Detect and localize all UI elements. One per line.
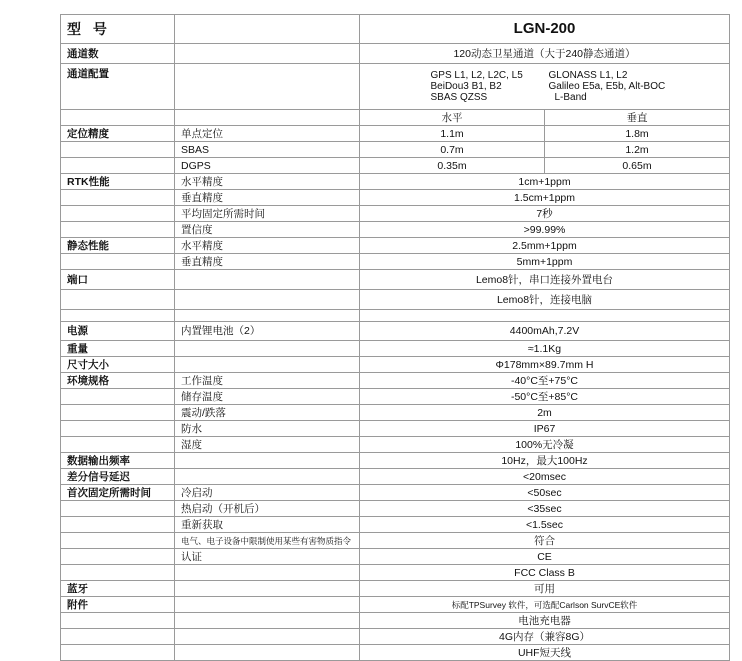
table-row: 定位精度 单点定位 1.1m 1.8m	[61, 126, 730, 142]
table-row: 垂直精度 5mm+1ppm	[61, 254, 730, 270]
channel-config-label: 通道配置	[61, 64, 175, 110]
power-label: 电源	[61, 322, 175, 341]
weight-label: 重量	[61, 341, 175, 357]
output-rate-label: 数据输出频率	[61, 453, 175, 469]
table-row: 端口 Lemo8针，串口连接外置电台	[61, 270, 730, 290]
table-row: 电气、电子设备中限制使用某些有害物质指令 符合	[61, 533, 730, 549]
table-row	[61, 110, 730, 126]
spec-table	[60, 14, 730, 661]
table-row: 电池充电器	[61, 613, 730, 629]
table-row: 认证 CE	[61, 549, 730, 565]
gnss-left: GPS L1, L2, L2C, L5 BeiDou3 B1, B2 SBAS QZSS	[430, 69, 523, 103]
table-row: 垂直精度 1.5cm+1ppm	[61, 190, 730, 206]
table-row: 重新获取 <1.5sec	[61, 517, 730, 533]
table-row: 静态性能 水平精度 2.5mm+1ppm	[61, 238, 730, 254]
table-row: UHF短天线	[61, 645, 730, 661]
table-row: SBAS 0.7m 1.2m	[61, 142, 730, 158]
gnss-systems	[430, 69, 666, 103]
table-row: 储存温度 -50°C至+85°C	[61, 389, 730, 405]
table-row: 电源 内置锂电池（2） 4400mAh,7.2V	[61, 322, 730, 341]
diff-delay-label: 差分信号延迟	[61, 469, 175, 485]
table-row: 湿度 100%无冷凝	[61, 437, 730, 453]
channels-label: 通道数	[61, 44, 175, 64]
table-row: DGPS 0.35m 0.65m	[61, 158, 730, 174]
accessories-label: 附件	[61, 597, 175, 613]
table-row: 差分信号延迟 <20msec	[61, 469, 730, 485]
table-row: FCC Class B	[61, 565, 730, 581]
channel-config-value	[360, 64, 730, 110]
table-row: 尺寸大小 Φ178mm×89.7mm H	[61, 357, 730, 373]
model-name: LGN-200	[360, 15, 730, 44]
table-row: 附件 标配TPSurvey 软件，可选配Carlson SurvCE软件	[61, 597, 730, 613]
positioning-label: 定位精度	[61, 126, 175, 142]
vertical-header: 垂直	[545, 110, 730, 126]
gnss-right: GLONASS L1, L2 Galileo E5a, E5b, Alt-BOC L-Band	[548, 69, 666, 103]
static-label: 静态性能	[61, 238, 175, 254]
table-row: RTK性能 水平精度 1cm+1ppm	[61, 174, 730, 190]
model-label: 型 号	[61, 15, 175, 44]
table-row: 重量 ≈1.1Kg	[61, 341, 730, 357]
env-label: 环境规格	[61, 373, 175, 389]
table-row: 置信度 >99.99%	[61, 222, 730, 238]
table-row-empty	[61, 310, 730, 322]
horizontal-header: 水平	[360, 110, 545, 126]
table-row: 数据输出频率 10Hz，最大100Hz	[61, 453, 730, 469]
table-row: 环境规格 工作温度 -40°C至+75°C	[61, 373, 730, 389]
table-row: Lemo8针，连接电脑	[61, 290, 730, 310]
table-row: 蓝牙 可用	[61, 581, 730, 597]
table-header-row	[61, 15, 730, 44]
table-row: 防水 IP67	[61, 421, 730, 437]
table-row	[61, 64, 730, 110]
table-row: 4G内存（兼容8G）	[61, 629, 730, 645]
table-row: 热启动（开机后） <35sec	[61, 501, 730, 517]
table-row: 首次固定所需时间 冷启动 <50sec	[61, 485, 730, 501]
table-row: 平均固定所需时间 7秒	[61, 206, 730, 222]
size-label: 尺寸大小	[61, 357, 175, 373]
channels-value: 120动态卫星通道（大于240静态通道）	[360, 44, 730, 64]
port-label: 端口	[61, 270, 175, 290]
first-fix-label: 首次固定所需时间	[61, 485, 175, 501]
rtk-label: RTK性能	[61, 174, 175, 190]
table-row	[61, 44, 730, 64]
table-row: 震动/跌落 2m	[61, 405, 730, 421]
bluetooth-label: 蓝牙	[61, 581, 175, 597]
